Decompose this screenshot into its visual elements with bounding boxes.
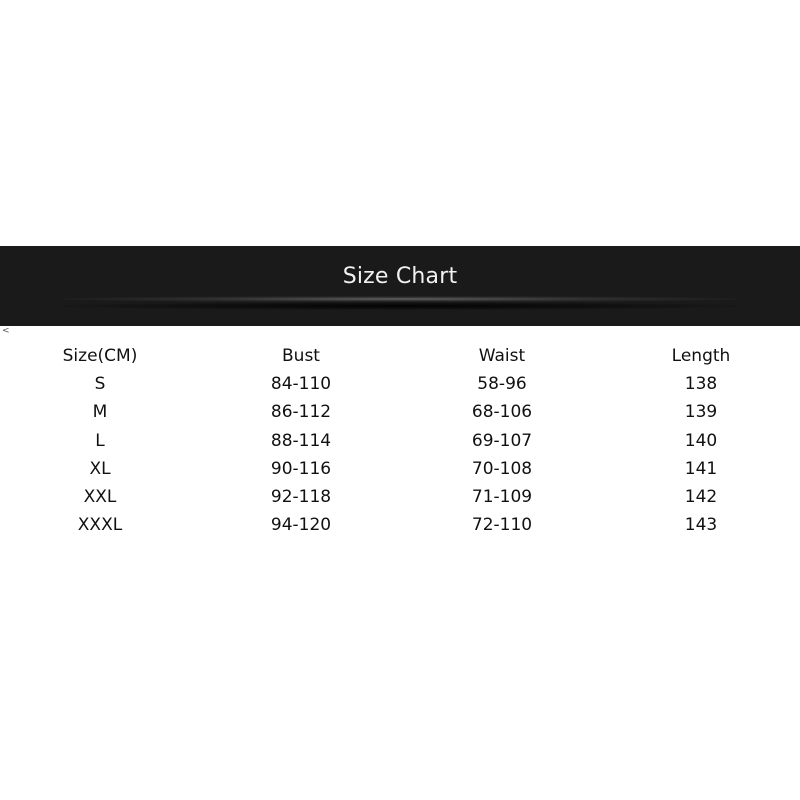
table-row bbox=[0, 398, 800, 426]
banner-shadow-line bbox=[60, 302, 740, 310]
cell-waist: 58-96 bbox=[477, 374, 527, 395]
size-table bbox=[0, 342, 800, 539]
table-row bbox=[0, 511, 800, 539]
header-size: Size(CM) bbox=[62, 346, 138, 367]
cell-size: L bbox=[95, 430, 105, 451]
cell-bust: 92-118 bbox=[270, 487, 332, 508]
cell-bust: 86-112 bbox=[270, 402, 332, 423]
size-chart-banner bbox=[0, 246, 800, 326]
cell-bust: 90-116 bbox=[270, 458, 332, 479]
cell-bust: 84-110 bbox=[270, 374, 332, 395]
table-row bbox=[0, 455, 800, 483]
cell-size: M bbox=[92, 402, 108, 423]
cell-length: 143 bbox=[684, 515, 718, 536]
cell-bust: 88-114 bbox=[270, 430, 332, 451]
table-row bbox=[0, 427, 800, 455]
cell-length: 138 bbox=[684, 374, 718, 395]
header-waist: Waist bbox=[478, 346, 526, 367]
stray-mark: < bbox=[2, 326, 10, 336]
header-length: Length bbox=[671, 346, 731, 367]
cell-size: XL bbox=[89, 458, 111, 479]
cell-length: 141 bbox=[684, 458, 718, 479]
table-row bbox=[0, 483, 800, 511]
cell-waist: 71-109 bbox=[471, 487, 533, 508]
cell-length: 139 bbox=[684, 402, 718, 423]
cell-size: S bbox=[94, 374, 106, 395]
banner-title: Size Chart bbox=[342, 264, 458, 289]
cell-waist: 69-107 bbox=[471, 430, 533, 451]
cell-size: XXXL bbox=[77, 515, 123, 536]
cell-length: 142 bbox=[684, 487, 718, 508]
table-row bbox=[0, 370, 800, 398]
cell-waist: 68-106 bbox=[471, 402, 533, 423]
cell-waist: 72-110 bbox=[471, 515, 533, 536]
cell-size: XXL bbox=[83, 487, 117, 508]
table-header-row bbox=[0, 342, 800, 370]
cell-length: 140 bbox=[684, 430, 718, 451]
cell-waist: 70-108 bbox=[471, 458, 533, 479]
header-bust: Bust bbox=[282, 346, 320, 367]
cell-bust: 94-120 bbox=[270, 515, 332, 536]
